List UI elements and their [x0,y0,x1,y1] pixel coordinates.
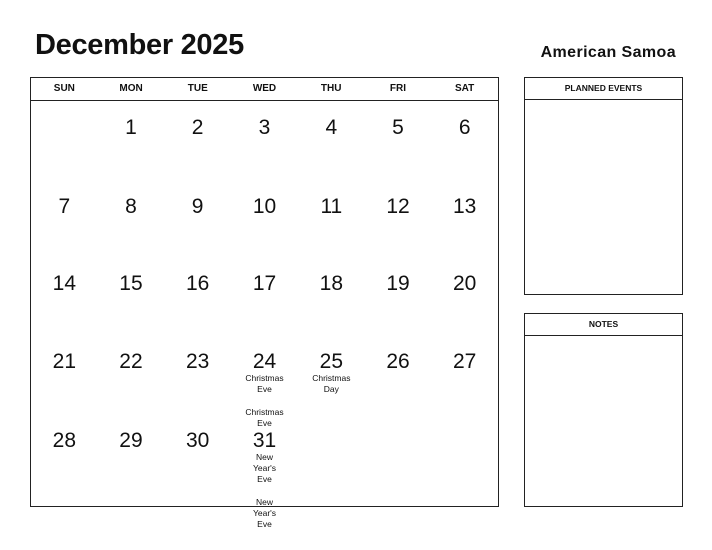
day-number: 17 [252,272,277,295]
page-title: December 2025 [35,29,244,61]
day-events [298,373,365,395]
day-number: 21 [52,350,76,373]
day-cell [164,101,231,180]
weekday-header [31,78,498,101]
day-cell [231,414,298,542]
holiday-label: New Year's Eve [252,497,277,529]
day-cell [365,257,432,335]
day-number: 8 [125,195,137,218]
holiday-label: Christmas Day [312,373,351,394]
day-cell [431,101,498,180]
day-number: 30 [185,429,210,452]
day-number: 7 [58,195,71,218]
day-events [231,452,298,530]
day-number: 23 [185,350,210,373]
day-cell [231,180,298,257]
day-number: 18 [319,272,344,295]
day-number: 26 [386,350,410,373]
day-number: 4 [325,116,338,139]
day-number: 27 [452,350,477,373]
day-number: 24 [252,350,277,373]
day-number: 12 [386,195,410,218]
region-label: American Samoa [540,44,676,61]
day-number: 13 [452,195,477,218]
day-cell [98,180,165,257]
day-cell [298,414,365,542]
calendar-grid [31,101,498,529]
day-cell [431,414,498,542]
day-number: 22 [119,350,143,373]
day-cell [164,180,231,257]
day-cell [431,180,498,257]
day-number: 9 [191,195,204,218]
day-number: 3 [258,116,271,139]
weekday-label: SUN [53,83,75,94]
day-cell [231,101,298,180]
day-cell [164,414,231,542]
day-number: 1 [125,116,137,139]
planned-events-heading: PLANNED EVENTS [525,78,682,100]
weekday-label: FRI [389,83,406,94]
weekday-label: THU [320,83,342,94]
month-calendar [30,77,499,529]
day-cell [365,335,432,414]
holiday-label: New Year's Eve [252,452,277,484]
weekday-label: WED [252,83,277,94]
day-cell [164,335,231,414]
day-number: 29 [119,429,143,452]
day-number: 16 [185,272,210,295]
weekday-label: SAT [455,83,475,94]
day-cell [98,335,165,414]
day-cell [298,257,365,335]
day-number: 31 [252,429,277,452]
day-cell [31,414,98,542]
day-cell [298,101,365,180]
day-cell [298,180,365,257]
day-cell [298,335,365,414]
day-number: 25 [319,350,344,373]
day-number: 14 [52,272,76,295]
holiday-label: Christmas Eve [245,373,284,394]
day-number: 28 [52,429,76,452]
day-cell [98,414,165,542]
day-cell [231,335,298,428]
day-cell [431,335,498,414]
day-cell [365,101,432,180]
holiday-label: Christmas Eve [245,407,284,428]
day-number: 20 [452,272,477,295]
day-cell [365,414,432,542]
day-cell [98,257,165,335]
day-number: 10 [252,195,277,218]
day-cell [98,101,165,180]
notes-heading: NOTES [525,314,682,336]
day-cell [31,257,98,335]
planned-events-panel [524,77,683,295]
day-cell [431,257,498,335]
day-number: 19 [386,272,410,295]
weekday-label: TUE [187,83,208,94]
day-cell [365,180,432,257]
day-number: 2 [191,116,204,139]
notes-panel [524,313,683,507]
day-number: 6 [458,116,471,139]
day-cell [31,180,98,257]
day-number: 15 [119,272,143,295]
day-number: 11 [320,195,343,218]
day-number: 5 [392,116,404,139]
day-cell [164,257,231,335]
weekday-label: MON [119,83,143,94]
day-cell [231,257,298,335]
day-cell [31,335,98,414]
day-cell [31,101,98,180]
